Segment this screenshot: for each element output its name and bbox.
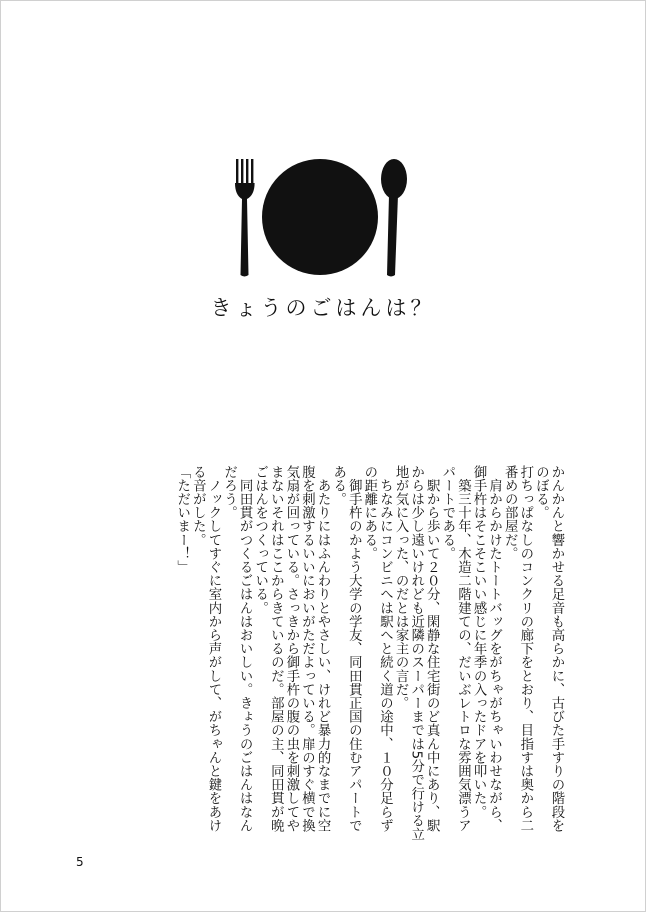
paragraph: 築三十年、木造二階建ての、だいぶレトロな雰囲気漂うアパートである。 [439,465,471,833]
paragraph: あたりにはふんわりとやさしい、けれど暴力的なまでに空腹を刺激するいいにおいがただよっている。扉のすぐ横で換気扇が回っている。さっきから御手杵の腹の虫を刺激してやまないそれはここからきているのだ。部屋の主、同田貫が晩ごはんをつくっている。 [252,465,331,833]
page-title: きょうのごはんは？ [210,296,436,320]
fork-icon [235,159,255,277]
paragraph: ちなみにコンビニへは駅へと続く道の途中、１０分足らずの距離にある。 [361,465,393,833]
tableware-illustration [230,155,410,280]
page-number: 5 [76,855,84,869]
paragraph: かんかんと響かせる足音も高らかに、古びた手すりの階段をのぼる。 [533,465,564,833]
paragraph: 「ただいまー！」 [174,465,190,574]
plate-icon [262,159,378,275]
paragraph: 打ちっぱなしのコンクリの廊下をとおり、目指すは奥から二番めの部屋だ。 [502,465,533,833]
spoon-icon [381,159,407,277]
paragraph: ノックしてすぐに室内から声がして、がちゃんと鍵をあける音がした。 [190,465,221,833]
paragraph: 肩からかけたトートバッグをがちゃがちゃいわせながら、御手杵はそこそこいい感じに年季の入ったドアを叩いた。 [471,465,502,833]
paragraph: 同田貫がつくるごはんはおいしい。きょうのごはんはなんだろう。 [221,465,253,833]
story-text [174,465,564,845]
paragraph: 駅から歩いて２０分、閑静な住宅街のど真ん中にあり、駅からは少し遠いけれども近隣のスーパーまでは5分で行ける立地が気に入った、のだとは家主の言だ。 [393,465,440,841]
paragraph: 御手杵のかよう大学の学友、同田貫正国の住むアパートである。 [330,465,362,833]
